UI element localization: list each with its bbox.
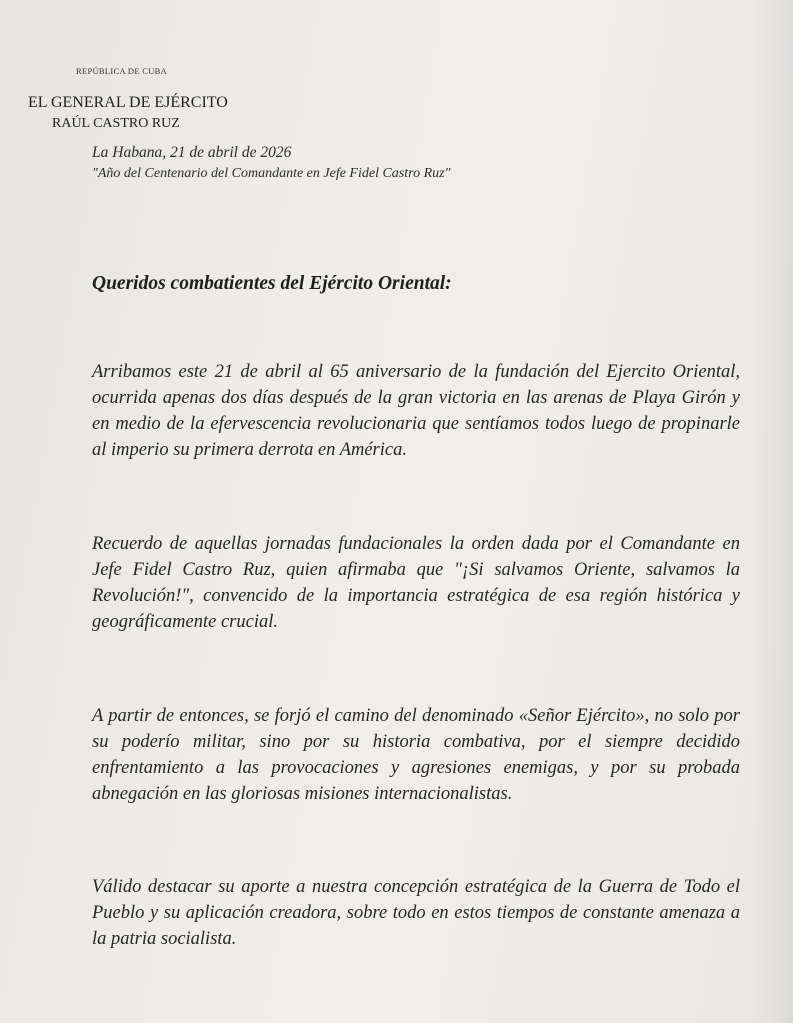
- paragraph-2: Recuerdo de aquellas jornadas fundacionales la orden dada por el Comandante en Jefe Fidel Castro Ruz, quien afirmaba que "¡Si salvamos Oriente, salvamos la Revolución!", convencido de la importancia estratégica de esa región histórica y geográficamente crucial.: [92, 534, 740, 632]
- letterhead-sender-name: RAÚL CASTRO RUZ: [52, 116, 180, 131]
- letterhead-republic: REPÚBLICA DE CUBA: [76, 66, 168, 76]
- paragraph-3: A partir de entonces, se forjó el camino del denominado «Señor Ejército», no solo por su poderío militar, sino por su historia combativa, por el siempre decidido enfrentamiento a las provocaciones y agresiones enemigas, y por su probada abnegación en las gloriosas misiones internacionalistas.: [92, 706, 740, 804]
- paragraph-4: Válido destacar su aporte a nuestra concepción estratégica de la Guerra de Todo el Pueblo y su aplicación creadora, sobre todo en estos tiempos de constante amenaza a la patria socialista.: [92, 877, 740, 949]
- salutation: Queridos combatientes del Ejército Oriental:: [92, 273, 452, 294]
- year-motto: "Año del Centenario del Comandante en Jefe Fidel Castro Ruz": [92, 166, 451, 181]
- paragraph-1: Arribamos este 21 de abril al 65 aniversario de la fundación del Ejercito Oriental, ocurrida apenas dos días después de la gran victoria en las arenas de Playa Girón y en medio de la efervescencia revolucionaria que sentíamos todos luego de propinarle al imperio su primera derrota en América.: [92, 362, 740, 460]
- place-date: La Habana, 21 de abril de 2026: [92, 144, 292, 161]
- letterhead-sender-title: EL GENERAL DE EJÉRCITO: [28, 94, 228, 111]
